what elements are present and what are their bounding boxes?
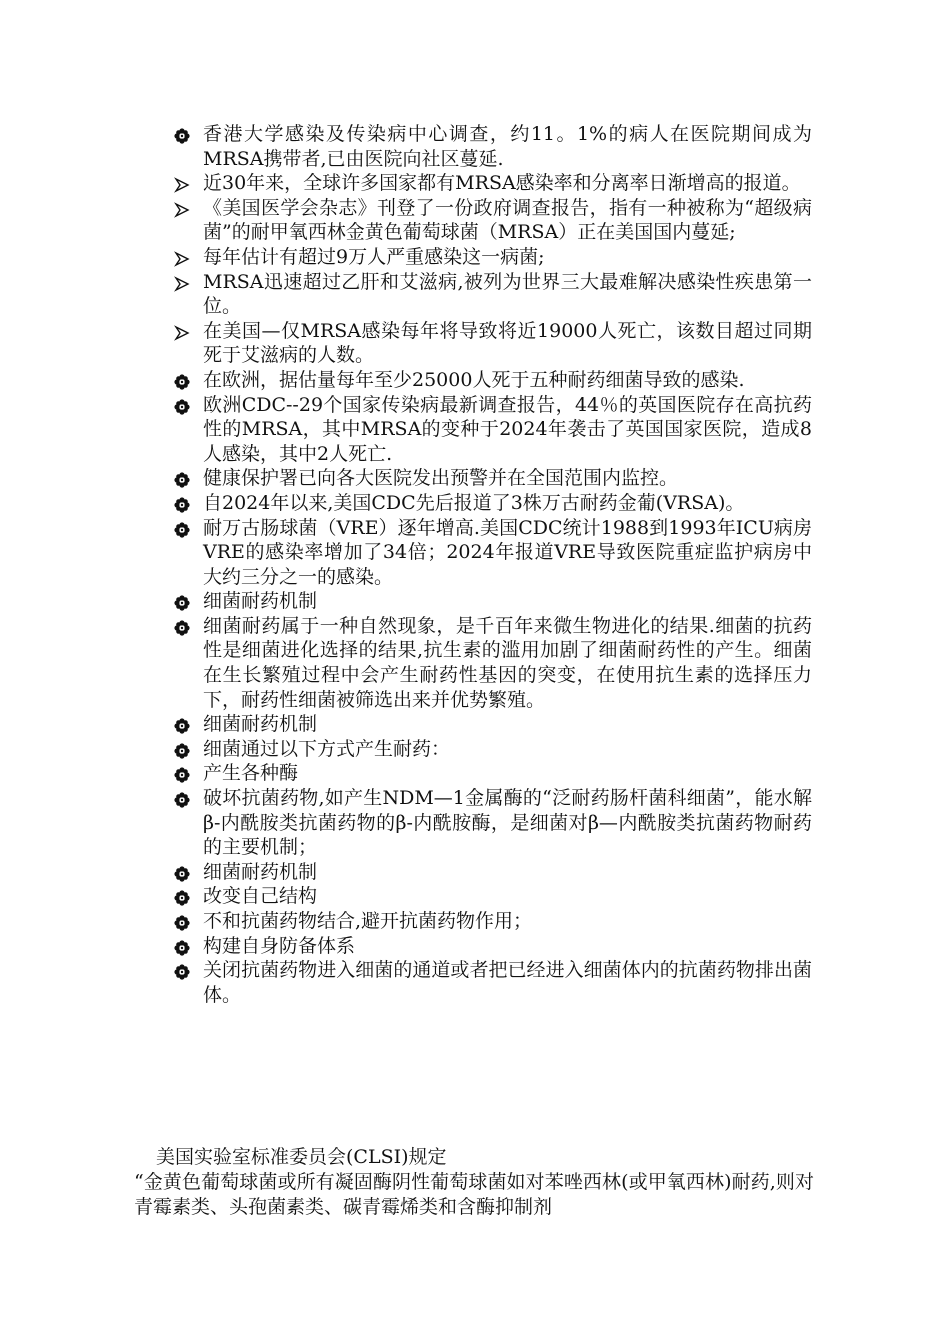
list-item [172, 171, 812, 196]
list-item [172, 589, 812, 614]
list-item [172, 516, 812, 590]
list-item [172, 860, 812, 885]
list-item [172, 196, 812, 245]
list-item-text: 不和抗菌药物结合,避开抗菌药物作用； [203, 910, 533, 932]
list-item-text: 细菌耐药机制 [203, 860, 318, 883]
list-item [172, 614, 812, 712]
list-item [172, 245, 812, 270]
list-item-text: 破坏抗菌药物,如产生NDM—1金属酶的“泛耐药肠杆菌科细菌”，能水解β-内酰胺类抗菌药物的β-内酰胺酶，是细菌对β—内酰胺类抗菌药物耐药的主要机制； [203, 787, 812, 859]
flower-bullet-icon [174, 741, 190, 757]
flower-bullet-icon [174, 962, 190, 978]
flower-bullet-icon [174, 520, 190, 536]
list-item [172, 958, 812, 1007]
arrow-bullet-icon [174, 200, 190, 216]
list-item-text: 产生各种酶 [203, 762, 299, 785]
arrow-bullet-icon [174, 175, 190, 191]
list-item [172, 909, 812, 934]
list-item [172, 491, 812, 516]
flower-bullet-icon [174, 765, 190, 781]
list-item [172, 884, 812, 909]
flower-bullet-icon [174, 913, 190, 929]
paragraph-clsi-heading: 美国实验室标准委员会(CLSI)规定 [156, 1146, 447, 1168]
list-item-text: 关闭抗菌药物进入细菌的通道或者把已经进入细菌体内的抗菌药物排出菌体。 [203, 959, 812, 1006]
flower-bullet-icon [174, 938, 190, 954]
flower-bullet-icon [174, 397, 190, 413]
flower-bullet-icon [174, 790, 190, 806]
flower-bullet-icon [174, 888, 190, 904]
list-item [172, 761, 812, 786]
arrow-bullet-icon [174, 249, 190, 265]
list-item-text: 香港大学感染及传染病中心调查，约11。1%的病人在医院期间成为MRSA携带者,已由医院向社区蔓延. [203, 123, 812, 170]
list-item-text: 每年估计有超过9万人严重感染这一病菌; [203, 245, 545, 268]
list-item [172, 319, 812, 368]
list-item-text: 欧洲CDC--29个国家传染病最新调查报告，44％的英国医院存在高抗药性的MRSA，其中MRSA的变种于2024年袭击了英国国家医院，造成8人感染，其中2人死亡. [203, 393, 812, 465]
list-item-text: 耐万古肠球菌（VRE）逐年增高.美国CDC统计1988到1993年ICU病房VRE的感染率增加了34倍；2024年报道VRE导致医院重症监护病房中大约三分之一的感染。 [203, 516, 812, 588]
list-item-text: MRSA迅速超过乙肝和艾滋病,被列为世界三大最难解决感染性疾患第一位。 [203, 270, 812, 318]
list-item-text: 在欧洲，据估量每年至少25000人死于五种耐药细菌导致的感染. [203, 368, 745, 391]
list-item-text: 《美国医学会杂志》刊登了一份政府调查报告，指有一种被称为“超级病菌”的耐甲氧西林金黄色葡萄球菌（MRSA）正在美国国内蔓延; [203, 196, 812, 244]
list-item [172, 934, 812, 959]
flower-bullet-icon [174, 470, 190, 486]
flower-bullet-icon [174, 716, 190, 732]
flower-bullet-icon [174, 618, 190, 634]
list-item-text: 细菌耐药机制 [203, 713, 318, 736]
list-item-text: 自2024年以来,美国CDC先后报道了3株万古耐药金葡(VRSA)。 [203, 491, 745, 514]
flower-bullet-icon [174, 126, 190, 142]
list-item-text: 在美国—仅MRSA感染每年将导致将近19000人死亡，该数目超过同期死于艾滋病的人数。 [203, 319, 812, 367]
flower-bullet-icon [174, 593, 190, 609]
list-item-text: 细菌耐药属于一种自然现象，是千百年来微生物进化的结果.细菌的抗药性是细菌进化选择的结果,抗生素的滥用加剧了细菌耐药性的产生。细菌在生长繁殖过程中会产生耐药性基因的突变，在使用抗生素的选择压力下，耐药性细菌被筛选出来并优势繁殖。 [203, 614, 812, 711]
arrow-bullet-icon [174, 274, 190, 290]
list-item-text: 细菌耐药机制 [203, 590, 318, 613]
bullet-list [172, 122, 812, 1007]
flower-bullet-icon [174, 372, 190, 388]
list-item [172, 122, 812, 171]
list-item [172, 466, 812, 491]
list-item-text: 近30年来，全球许多国家都有MRSA感染率和分离率日渐增高的报道。 [203, 172, 801, 195]
flower-bullet-icon [174, 495, 190, 511]
flower-bullet-icon [174, 864, 190, 880]
list-item-text: 健康保护署已向各大医院发出预警并在全国范围内监控。 [203, 467, 679, 490]
list-item [172, 712, 812, 737]
list-item [172, 393, 812, 467]
list-item [172, 786, 812, 860]
list-item-text: 细菌通过以下方式产生耐药： [203, 737, 451, 760]
list-item [172, 368, 812, 393]
list-item [172, 737, 812, 762]
list-item-text: 构建自身防备体系 [203, 934, 356, 957]
list-item-text: 改变自己结构 [203, 885, 318, 908]
list-item [172, 270, 812, 319]
arrow-bullet-icon [174, 323, 190, 339]
paragraph-clsi-rule: “金黄色葡萄球菌或所有凝固酶阴性葡萄球菌如对苯唑西林(或甲氧西林)耐药,则对青霉素类、头孢菌素类、碳青霉烯类和含酶抑制剂 [134, 1171, 814, 1218]
